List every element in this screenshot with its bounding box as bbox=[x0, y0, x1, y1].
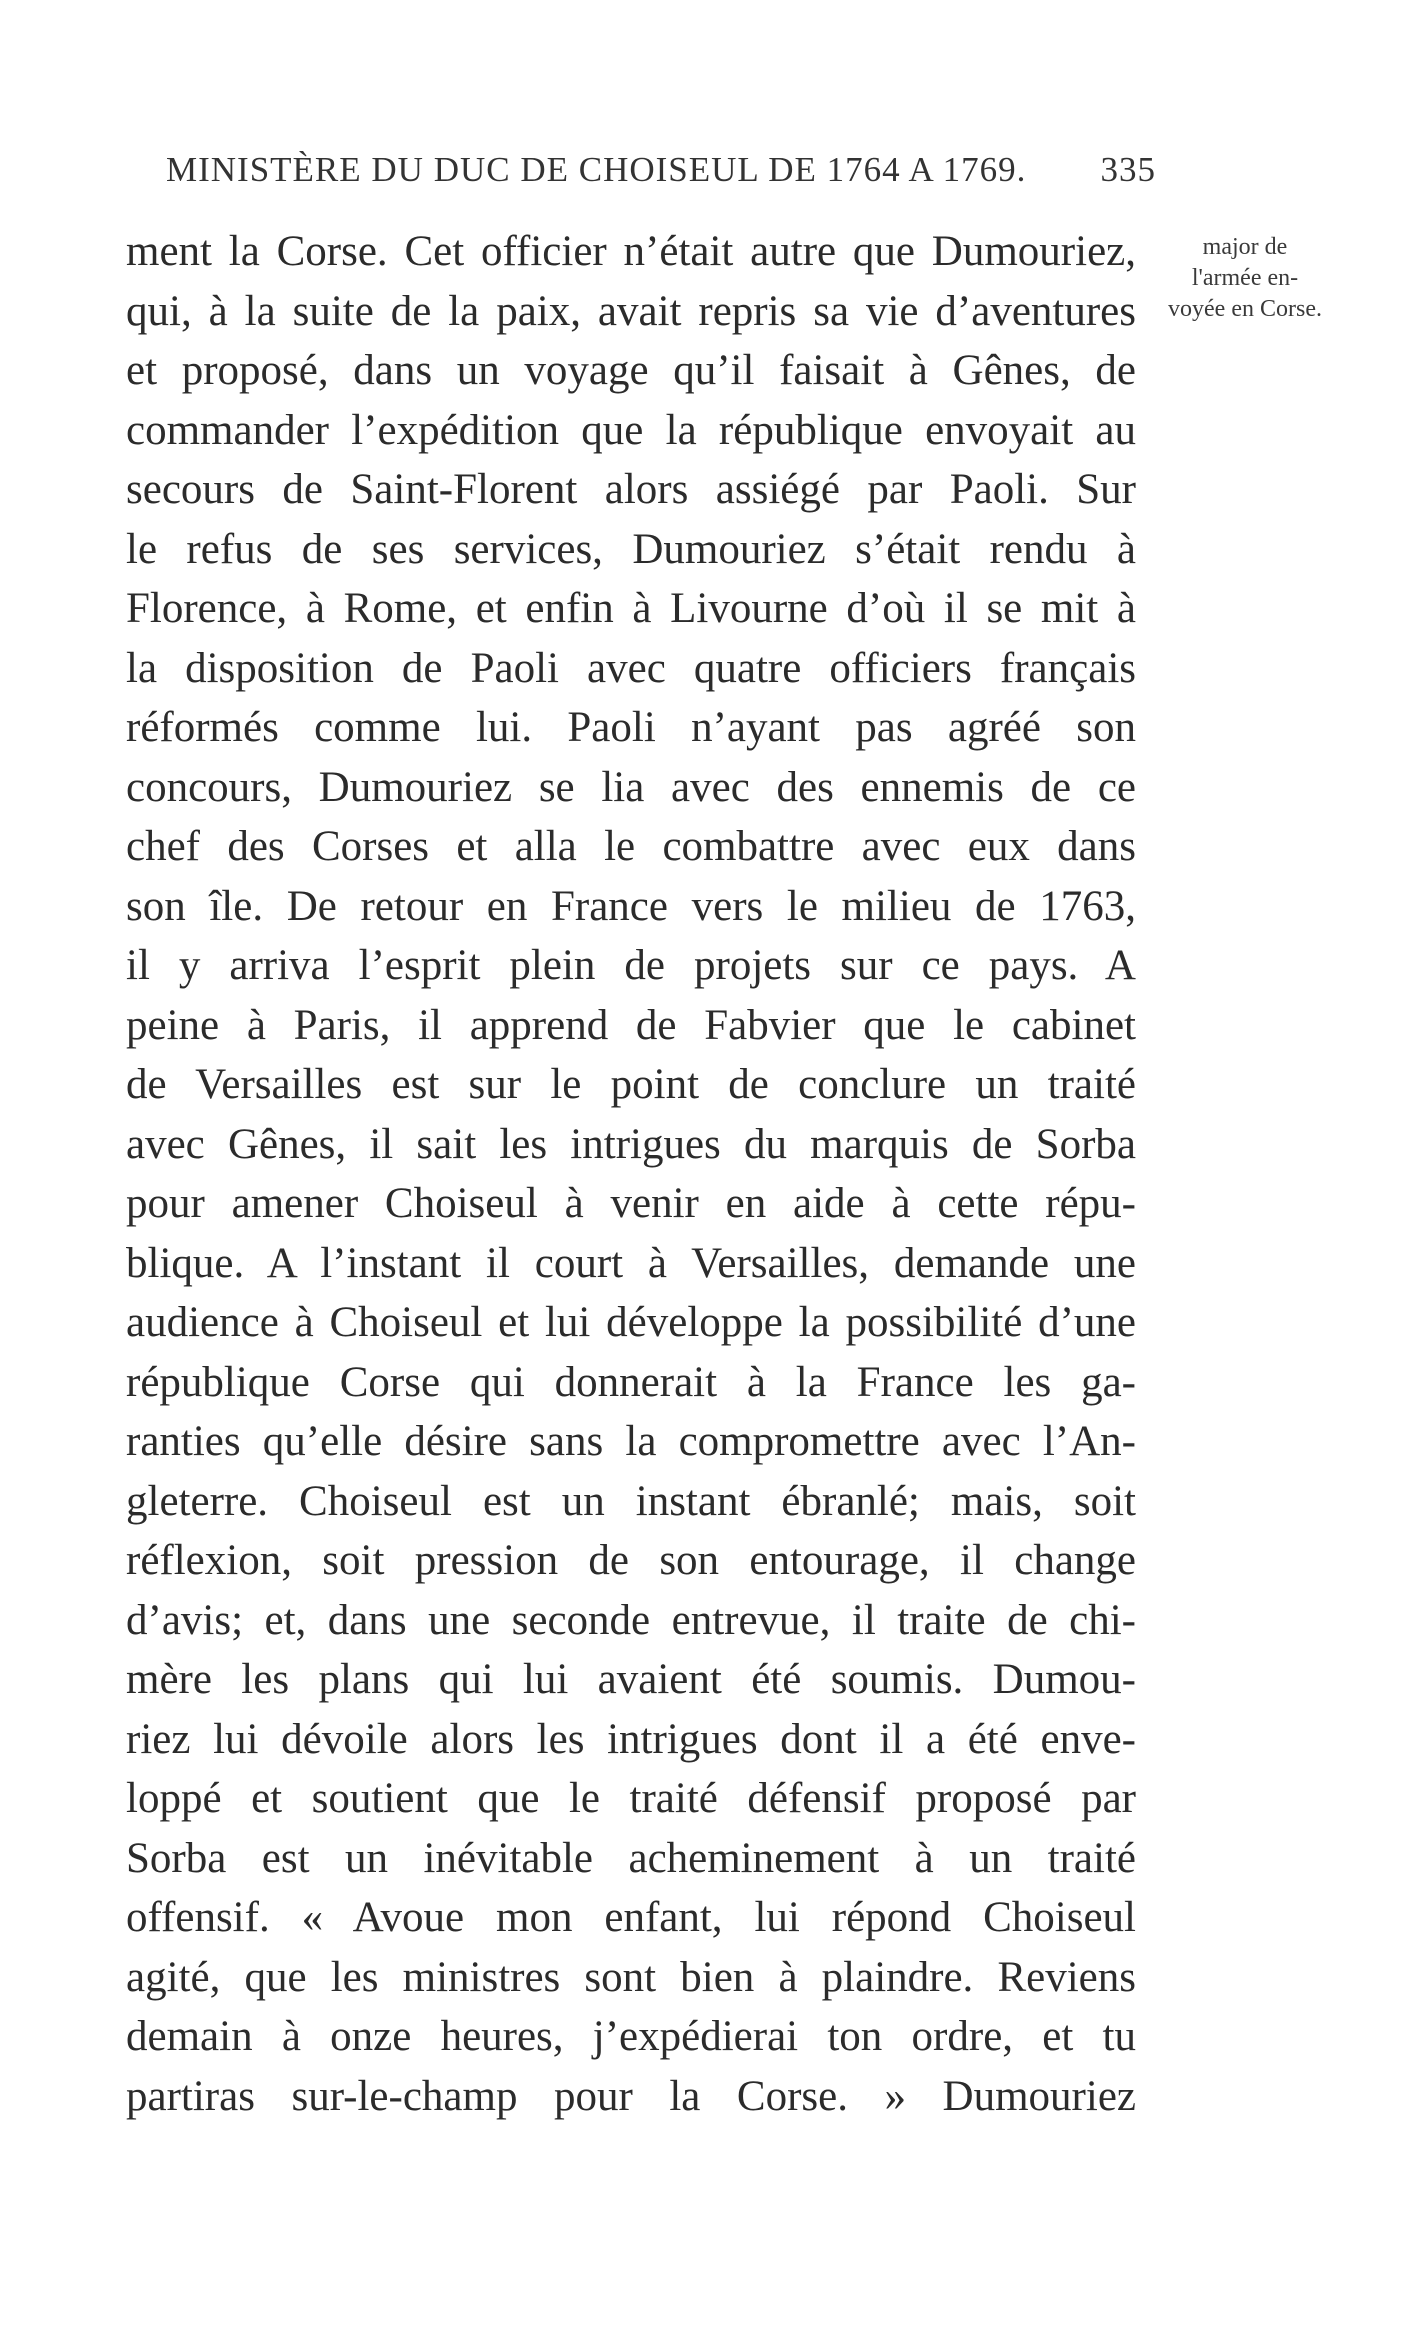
text-line: république Corse qui donnerait à la France les ga- bbox=[126, 1358, 1136, 1406]
running-head bbox=[166, 150, 1156, 200]
margin-note-line: l'armée en- bbox=[1191, 265, 1299, 291]
text-line: Sorba est un inévitable acheminement à un traité bbox=[126, 1834, 1136, 1882]
text-line: secours de Saint-Florent alors assiégé par Paoli. Sur bbox=[126, 466, 1136, 513]
text-line: avec Gênes, il sait les intrigues du marquis de Sorba bbox=[126, 1120, 1136, 1168]
text-line: partiras sur-le-champ pour la Corse. » Dumouriez bbox=[126, 2072, 1136, 2120]
text-line: réformés comme lui. Paoli n’ayant pas agréé son bbox=[126, 704, 1136, 751]
text-line: loppé et soutient que le traité défensif proposé par bbox=[126, 1775, 1136, 1822]
text-line: le refus de ses services, Dumouriez s’était rendu à bbox=[126, 525, 1136, 573]
text-line: mère les plans qui lui avaient été soumis. Dumou- bbox=[126, 1656, 1136, 1703]
text-line: peine à Paris, il apprend de Fabvier que le cabinet bbox=[126, 1001, 1136, 1049]
body-text bbox=[126, 222, 1136, 2126]
text-line: son île. De retour en France vers le milieu de 1763, bbox=[126, 882, 1136, 930]
margin-note-line: voyée en Corse. bbox=[1168, 296, 1322, 322]
text-line: concours, Dumouriez se lia avec des ennemis de ce bbox=[126, 763, 1136, 811]
text-line: réflexion, soit pression de son entourage, il change bbox=[126, 1537, 1136, 1584]
text-line: commander l’expédition que la république envoyait au bbox=[126, 406, 1136, 454]
text-line: chef des Corses et alla le combattre avec eux dans bbox=[126, 823, 1136, 870]
text-line: ranties qu’elle désire sans la compromettre avec l’An- bbox=[126, 1418, 1136, 1465]
text-line: Florence, à Rome, et enfin à Livourne d’où il se mit à bbox=[126, 585, 1136, 632]
margin-note-line: major de bbox=[1202, 234, 1288, 260]
text-line: agité, que les ministres sont bien à plaindre. Reviens bbox=[126, 1953, 1136, 2001]
margin-note bbox=[1140, 232, 1350, 325]
text-line: blique. A l’instant il court à Versailles, demande une bbox=[126, 1239, 1136, 1287]
text-line: riez lui dévoile alors les intrigues dont il a été enve- bbox=[126, 1715, 1136, 1763]
text-line: qui, à la suite de la paix, avait repris sa vie d’aventures bbox=[126, 287, 1136, 335]
text-line: demain à onze heures, j’expédierai ton ordre, et tu bbox=[126, 2013, 1136, 2060]
text-line: d’avis; et, dans une seconde entrevue, il traite de chi- bbox=[126, 1596, 1136, 1644]
text-line: de Versailles est sur le point de conclure un traité bbox=[126, 1061, 1136, 1108]
running-head-title: MINISTÈRE DU DUC DE CHOISEUL DE 1764 A 1769. bbox=[166, 150, 1027, 189]
text-line: pour amener Choiseul à venir en aide à cette répu- bbox=[126, 1180, 1136, 1227]
text-line: ment la Corse. Cet officier n’était autre que Dumouriez, bbox=[126, 228, 1136, 275]
page-number: 335 bbox=[1100, 150, 1156, 189]
text-line: offensif. « Avoue mon enfant, lui répond Choiseul bbox=[126, 1894, 1136, 1941]
text-line: et proposé, dans un voyage qu’il faisait à Gênes, de bbox=[126, 347, 1136, 394]
text-line: il y arriva l’esprit plein de projets sur ce pays. A bbox=[126, 942, 1136, 989]
text-line: la disposition de Paoli avec quatre officiers français bbox=[126, 644, 1136, 692]
text-line: audience à Choiseul et lui développe la possibilité d’une bbox=[126, 1299, 1136, 1346]
text-line: gleterre. Choiseul est un instant ébranlé; mais, soit bbox=[126, 1477, 1136, 1525]
